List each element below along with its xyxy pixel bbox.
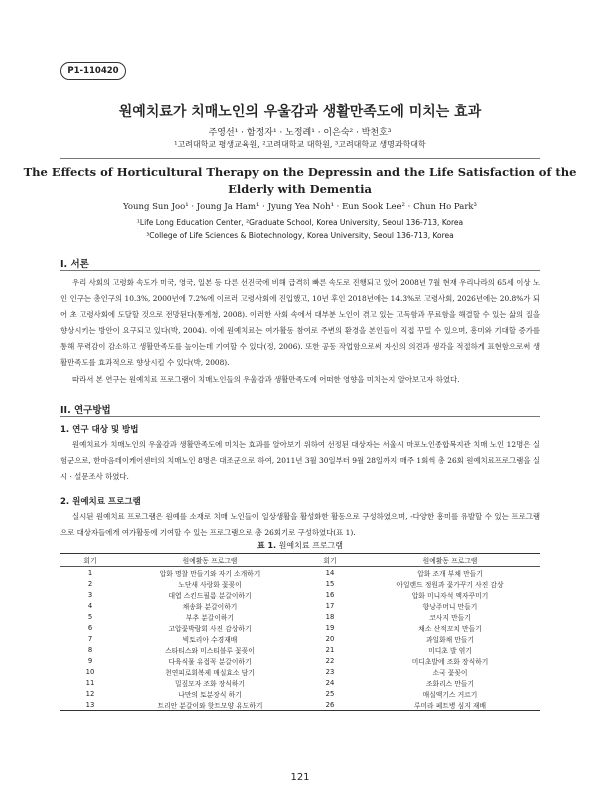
cell-activity-left: 다육식물 유접꼭 분갈이하기 <box>168 657 252 666</box>
table-row <box>60 699 540 711</box>
cell-activity-right: 소국 꽃꽂이 <box>432 668 468 677</box>
cell-session-left: 2 <box>87 579 93 588</box>
header-session-left: 회기 <box>60 554 120 567</box>
korean-affiliations: ¹고려대학교 평생교육원, ²고려대학교 대학원, ³고려대학교 생명과학대학 <box>174 140 426 149</box>
cell-activity-left: 압화 명찰 만들기와 자기 소개하기 <box>159 569 261 578</box>
cell-session-left: 6 <box>87 623 93 632</box>
cell-activity-left: 천연피로회복제 매실효소 담기 <box>165 668 255 677</box>
english-title: The Effects of Horticultural Therapy on the Depressin and the Life Satisfaction of the Elderly with Dementia <box>23 165 577 196</box>
cell-session-left: 3 <box>87 590 93 599</box>
cell-activity-left: 고압꽃박람회 사진 감상하기 <box>168 624 252 633</box>
cell-session-right: 22 <box>325 656 335 665</box>
korean-authors: 주영선¹ · 함정자¹ · 노정례¹ · 이은숙² · 박천호³ <box>208 128 392 138</box>
section-2-divider <box>60 416 540 417</box>
cell-session-right: 21 <box>325 645 335 654</box>
section-1-divider <box>60 270 540 271</box>
cell-session-left: 11 <box>85 678 95 687</box>
cell-session-right: 17 <box>325 601 335 610</box>
table-header-row <box>60 554 540 567</box>
table-row <box>60 622 540 633</box>
korean-title: 원예치료가 치매노인의 우울감과 생활만족도에 미치는 효과 <box>118 104 482 120</box>
page-number: 121 <box>290 772 310 783</box>
cell-activity-right: 채소 산적꼬치 만들기 <box>418 624 482 633</box>
cell-session-right: 20 <box>325 634 335 643</box>
introduction-paragraph-2: 따라서 본 연구는 원예치료 프로그램이 치매노인들의 우울감과 생활만족도에 어떠한 영향을 미치는지 알아보고자 하였다. <box>72 375 460 384</box>
program-table <box>60 553 540 711</box>
cell-activity-left: 채송화 분갈이하기 <box>182 602 238 611</box>
cell-session-left: 5 <box>87 612 93 621</box>
header-activity-right: 원예활동 프로그램 <box>360 554 540 567</box>
cell-session-right: 24 <box>325 678 335 687</box>
cell-activity-right: 향낭주머니 만들기 <box>422 602 478 611</box>
cell-session-right: 25 <box>325 689 335 698</box>
section-1-heading: I. 서론 <box>60 259 89 270</box>
cell-session-left: 9 <box>87 656 93 665</box>
cell-activity-right: 코사지 만들기 <box>429 613 471 622</box>
cell-activity-right: 과일화채 만들기 <box>425 635 475 644</box>
title-divider <box>60 158 540 159</box>
cell-session-left: 13 <box>60 699 120 711</box>
table-row <box>60 611 540 622</box>
table-row <box>60 666 540 677</box>
subsection-2-heading: 2. 원예치료 프로그램 <box>60 497 141 507</box>
cell-session-right: 23 <box>325 667 335 676</box>
section-2-heading: II. 연구방법 <box>60 405 111 416</box>
program-code-badge: P1-110420 <box>60 62 126 80</box>
subject-method-paragraph: 원예치료가 치매노인의 우울감과 생활만족도에 미치는 효과를 알아보기 위하여 선정된 대상자는 서울시 마포노인종합복지관 치매 노인 12명은 실험군으로, 한마음데이케어센터의 치매노인 8명은 대조군으로 하여, 2011년 3월 30일부터 9월 28일까지 매주 1회씩 총 26회 원예치료프로그램을 실시 · 설문조사 하였다. <box>60 440 540 481</box>
english-affiliation-1: ¹Life Long Education Center, ²Graduate School, Korea University, Seoul 136-713, Korea <box>136 218 464 227</box>
cell-activity-left: 스타티스와 미스티블루 꽃꽂이 <box>165 646 255 655</box>
table-row <box>60 677 540 688</box>
table-row <box>60 589 540 600</box>
table-label: 표 1. <box>256 541 277 550</box>
cell-session-right: 14 <box>325 568 335 577</box>
table-row <box>60 655 540 666</box>
program-paragraph: 실시된 원예치료 프로그램은 원예를 소재로 치매 노인들이 일상생활을 활성화한 활동으로 구성하였으며, -다양한 흥미를 유발할 수 있는 프로그램으로 대상자들에게 여가활동에 기여할 수 있는 프로그램으로 총 26회기로 구성하였다(표 1). <box>60 512 540 537</box>
header-activity-left: 원예활동 프로그램 <box>120 554 300 567</box>
cell-session-right: 18 <box>325 612 335 621</box>
introduction-paragraph-1: 우리 사회의 고령화 속도가 미국, 영국, 일본 등 다른 선진국에 비해 급격히 빠른 속도로 진행되고 있어 2008년 7월 현재 우리나라의 65세 이상 노인 인구는 총인구의 10.3%, 2000년에 7.2%에 이르러 고령사회에 진입했고, 10년 후인 2018년에는 14.3%로 고령사회, 2026년에는 20.8%가 되어 초 고령사회에 도달할 것으로 전망된다(통계청, 2008). 이러한 사회 속에서 대부분 노인이 겪고 있는 고독함과 무료함을 해결할 수 있는 삶의 질을 향상시키는 방안이 요구되고 있다(박, 2004). 이에 원예치료는 여가활동 참여로 주변의 환경을 본인들이 직접 꾸밀 수 있으며, 흥미와 기대할 증가를 통해 무력감이 감소하고 생활만족도를 높이는데 기여할 수 있다(정, 2006). 또한 공동 작업함으로써 자신의 의견과 생각을 적절하게 표현함으로써 생활만족도를 효과적으로 향상시킬 수 있다(박, 2008). <box>60 278 540 367</box>
table-caption <box>0 540 600 551</box>
cell-session-right: 16 <box>325 590 335 599</box>
cell-activity-left: 빅토리아 수경재배 <box>182 635 238 644</box>
cell-activity-right: 미디초발에 조화 장식하기 <box>411 657 489 666</box>
cell-activity-left: 나만의 토분장식 하기 <box>178 690 242 699</box>
cell-session-left: 12 <box>85 689 95 698</box>
table-row <box>60 688 540 699</box>
cell-activity-right: 압화 미니자석 액자꾸미기 <box>411 591 489 600</box>
cell-activity-left: 대엽 스킨드필름 분갈이하기 <box>168 591 252 600</box>
cell-activity-left: 부추 분갈이하기 <box>185 613 235 622</box>
cell-session-left: 8 <box>87 645 93 654</box>
cell-session-left: 10 <box>85 667 95 676</box>
cell-session-right: 26 <box>300 699 360 711</box>
english-authors: Young Sun Joo¹ · Joung Ja Ham¹ · Jyung Yea Noh¹ · Eun Sook Lee² · Chun Ho Park³ <box>123 202 477 212</box>
subsection-1-heading: 1. 연구 대상 및 방법 <box>60 425 139 435</box>
cell-session-left: 1 <box>87 568 93 577</box>
table-row <box>60 578 540 589</box>
table-row <box>60 600 540 611</box>
cell-activity-left: 밀짚모자 조화 장식하기 <box>175 679 245 688</box>
table-title: 원예치료 프로그램 <box>278 541 344 550</box>
cell-activity-right: 압화 조개 부채 만들기 <box>417 569 483 578</box>
cell-session-right: 15 <box>325 579 335 588</box>
english-affiliation-2: ³College of Life Sciences & Biotechnology, Korea University, Seoul 136-713, Korea <box>146 231 454 240</box>
cell-activity-right: 루미라 페트병 심지 재배 <box>360 699 540 711</box>
cell-activity-right: 아일랜드 정원과 꽃가꾸기 사진 감상 <box>396 580 504 589</box>
table-row <box>60 567 540 579</box>
cell-activity-left: 트리안 분갈이와 핫트모양 유도하기 <box>120 699 300 711</box>
table-row <box>60 644 540 655</box>
header-session-right: 회기 <box>300 554 360 567</box>
cell-session-right: 19 <box>325 623 335 632</box>
cell-activity-left: 노단새 사랑화 꽃꽂이 <box>178 580 242 589</box>
cell-session-left: 4 <box>87 601 93 610</box>
table-body <box>60 567 540 711</box>
cell-activity-right: 미디초 발 엮기 <box>428 646 472 655</box>
cell-session-left: 7 <box>87 634 93 643</box>
table-row <box>60 633 540 644</box>
cell-activity-right: 매실액기스 거르기 <box>422 690 478 699</box>
cell-activity-right: 조화리스 만들기 <box>425 679 475 688</box>
